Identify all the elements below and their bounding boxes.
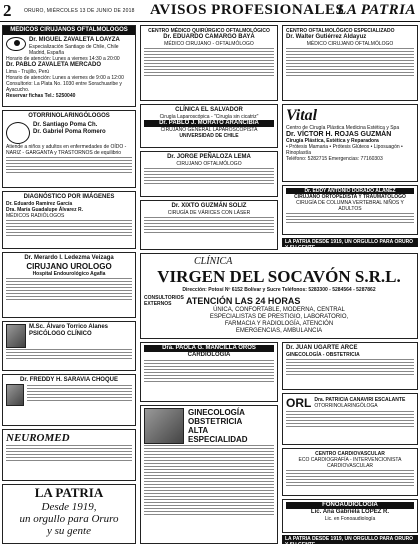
lapatria-slogan-3: y su gente bbox=[47, 525, 91, 537]
ad-mancilla bbox=[140, 342, 278, 402]
ad-cmq bbox=[140, 25, 278, 101]
ad-subtitle: ECO CARDIOGRAFÍA - INTERVENCIONISTA CARDIOVASCULAR bbox=[298, 457, 402, 469]
consultorios: CONSULTORIOS EXTERNOS bbox=[144, 295, 184, 307]
masthead: LA PATRIA bbox=[337, 2, 416, 18]
ad-title: NEUROMED bbox=[6, 432, 70, 444]
ad-otorrino bbox=[2, 110, 136, 188]
ad-title: GINECOLOGÍA OBSTETRICIA ALTA ESPECIALIDAD bbox=[188, 408, 248, 444]
doctor-specialization: Lima - Trujillo, Perú bbox=[6, 69, 50, 75]
ad-subtitle: MÉDICOS RADIÓLOGOS bbox=[6, 213, 65, 219]
doctor-photo bbox=[6, 324, 26, 348]
lapatria-bar: LA PATRIA DESDE 1919, UN ORGULLO PARA ORURO Y SU GENTE bbox=[282, 535, 418, 544]
doctor-name: Dra. PATRICIA CANAVIRI ESCALANTE bbox=[314, 397, 406, 403]
ad-services: • Prótesis Mamaria • Prótesis Glúteos • Liposuagón • Rinoplastía bbox=[286, 144, 403, 156]
ad-title: FONOAUDIOLOGÍA bbox=[286, 502, 414, 509]
ad-urologo bbox=[2, 252, 136, 318]
ad-socavon bbox=[140, 253, 418, 339]
ad-cardio bbox=[282, 448, 418, 496]
doctor-name: Dr. JUAN UGARTE ARCE bbox=[286, 345, 358, 351]
ad-subtitle: CENTRO OFTALMOLÓGICO ESPECIALIZADO bbox=[286, 28, 395, 34]
schedule: Horario de atención: Lunes a viernes 14:30 a 20:00 bbox=[6, 56, 120, 62]
ad-subtitle: Cirugía Laparoscópica - "Cirugía sin cicatriz" bbox=[159, 114, 259, 120]
doctor-name: Dr. MIGUEL ZAVALETA LOAYZA bbox=[29, 37, 120, 43]
feature-line: ÚNICA, CONFORTABLE, MODERNA, CENTRAL bbox=[213, 307, 345, 313]
ad-specialty: Cirugía Plástica, Estética y Reparadora bbox=[286, 138, 379, 144]
ad-title: MÉDICO CIRUJANO OFTALMÓLOGO bbox=[306, 41, 394, 47]
ad-clinica-salvador bbox=[140, 104, 278, 148]
doctor-specialization: Especialización Santiago de Chile, Chile Madrid, España bbox=[29, 44, 119, 56]
ad-title: PSICÓLOGO CLÍNICO bbox=[29, 331, 92, 337]
ad-ugarte bbox=[282, 342, 418, 390]
doctor-name: Dr. Santiago Poma Ch. bbox=[33, 122, 98, 128]
ad-title: MÉDICO CIRUJANO - OFTALMÓLOGO bbox=[164, 41, 254, 47]
page-number: 2 bbox=[3, 1, 12, 20]
clinic-label: CLÍNICA bbox=[194, 256, 233, 267]
lapatria-slogan-2: un orgullo para Oruro bbox=[19, 513, 119, 525]
lapatria-logo: LA PATRIA bbox=[34, 485, 104, 500]
ad-title: CIRUJANO OFTALMÓLOGO bbox=[176, 161, 242, 167]
ad-diagnostico bbox=[2, 191, 136, 249]
doctor-name: Dr. Gabriel Poma Romero bbox=[33, 129, 106, 135]
ad-description: Atiende a niños y adultos en enfermedades de OÍDO - NARIZ - GARGANTA y TRASTORNOS de equilibrio bbox=[6, 144, 127, 156]
ad-dorado bbox=[282, 185, 418, 235]
ad-penaloza bbox=[140, 151, 278, 197]
phone: Reservar fichas Tel.: 5250040 bbox=[6, 93, 76, 99]
feature-line: FARMACIA Y RADIOLOGÍA, ATENCIÓN bbox=[224, 321, 334, 327]
eye-icon bbox=[6, 37, 26, 51]
ad-gutierrez bbox=[282, 25, 418, 101]
doctor-name: Dr. PABLO ZAVALETA MERCADO bbox=[6, 62, 101, 68]
ad-subtitle: Centro de Cirugía Plástica Medicina Estética y Spa bbox=[286, 125, 400, 131]
feature-line: ESPECIALISTAS DE PRESTIGIO, LABORATORIO, bbox=[209, 314, 349, 320]
attention-hours: ATENCIÓN LAS 24 HORAS bbox=[186, 296, 301, 306]
ad-subtitle: CENTRO MÉDICO QUIRÚRGICO OFTALMOLÓGICO bbox=[148, 28, 270, 34]
ad-title: OTORRINOLARINGÓLOGA bbox=[314, 403, 378, 409]
ad-psicologo bbox=[2, 321, 136, 371]
lapatria-slogan-1: Desde 1919, bbox=[41, 501, 97, 513]
ad-title: CIRUGÍA DE VÁRICES CON LÁSER bbox=[167, 210, 251, 216]
ad-title: OTORRINOLARINGÓLOGOS bbox=[28, 113, 110, 119]
issue-date: ORURO, MIÉRCOLES 13 DE JUNIO DE 2018 bbox=[24, 8, 135, 14]
consult-address: Consultorio: La Plata No. 1030 entre Sorachuaribe y Ayacucho. bbox=[6, 81, 122, 93]
section-title: AVISOS PROFESIONALES bbox=[150, 2, 345, 18]
ad-lapatria bbox=[2, 484, 136, 544]
ad-title: GINECOLOGÍA - OBSTETRICIA bbox=[286, 352, 360, 358]
doctor-name: Dra. PAOLA G. MANCILLA OROS bbox=[144, 345, 274, 352]
ad-title: CIRUJANO ORTOPEDISTA Y TRAUMATÓLOGO bbox=[294, 194, 406, 200]
feature-line: EMERGENCIAS, AMBULANCIA bbox=[235, 328, 323, 334]
ad-saravia bbox=[2, 374, 136, 426]
phone: Teléfono: 5282715 Emergencias: 77160303 bbox=[286, 156, 383, 162]
doctor-name: Dr. Walter Gutiérrez Aldayuz bbox=[286, 34, 367, 40]
clinic-name: CLÍNICA EL SALVADOR bbox=[175, 107, 243, 113]
doctor-name: Dr. PABLO J. MORATO ARANCIBIA bbox=[144, 120, 274, 127]
schedule: Horario de atención: Lunes a viernes de 9:00 a 12:00 bbox=[6, 75, 124, 81]
ad-title: MÉDICOS CIRUJANOS OFTALMÓLOGOS bbox=[3, 26, 135, 35]
doctor-name: Dr. JORGE PEÑALOZA LEMA bbox=[167, 154, 251, 160]
doctor-name: Dr. VÍCTOR H. ROJAS GUZMÁN bbox=[286, 131, 392, 138]
ad-oftalmologos bbox=[2, 25, 136, 107]
doctor-name: Dr. Merardo I. Ledezma Veizaga bbox=[24, 255, 114, 261]
ad-vital bbox=[282, 104, 418, 182]
doctor-name: Dr. EDDY ANTONIO DORADO ALANEZ bbox=[286, 188, 414, 194]
doctor-name: Dr. FREDDY H. SARAVIA CHOQUE bbox=[20, 377, 118, 383]
ad-photo bbox=[144, 408, 184, 444]
ad-guzman bbox=[140, 200, 278, 250]
vital-logo: Vital bbox=[286, 107, 318, 124]
clinic-name: VIRGEN DEL SOCAVÓN S.R.L. bbox=[157, 267, 401, 286]
doctor-name: Dr. Eduardo Ramírez García bbox=[6, 201, 73, 207]
ad-neuromed bbox=[2, 429, 136, 481]
ad-fono bbox=[282, 499, 418, 533]
ad-title: CIRUJANO UROLOGO bbox=[26, 262, 112, 271]
ad-subtitle: Hospital Endourológico Agafia bbox=[32, 271, 106, 277]
lapatria-bar: LA PATRIA DESDE 1919, UN ORGULLO PARA ORURO Y SU GENTE bbox=[282, 238, 418, 247]
orl-badge: ORL bbox=[286, 396, 312, 410]
ad-title: DIAGNÓSTICO POR IMÁGENES bbox=[23, 194, 115, 200]
ad-subtitle: Lic. en Fonoaudiología bbox=[324, 516, 376, 522]
university: UNIVERSIDAD DE CHILE bbox=[179, 133, 239, 139]
ad-ginecologia bbox=[140, 405, 278, 544]
doctor-name: M.Sc. Álvaro Torrico Alanes bbox=[29, 324, 109, 330]
ad-title: CENTRO CARDIOVASCULAR bbox=[315, 451, 385, 457]
doctor-name: Lic. Ana Gabriela LÓPEZ R. bbox=[310, 509, 390, 515]
doctor-photo bbox=[6, 384, 24, 406]
ad-canaviri bbox=[282, 393, 418, 445]
doctor-name: Dr. EDUARDO CAMARGO BAYÁ bbox=[163, 34, 255, 40]
clinic-address: Dirección: Potosí Nº 6152 Bolívar y Sucre Teléfonos: 5283300 - 5284564 - 5287862 bbox=[182, 287, 376, 293]
ad-subtitle: CIRUGÍA DE COLUMNA VERTEBRAL NIÑOS Y ADULTOS bbox=[296, 200, 404, 212]
doctor-name: Dr. XIXTO GUZMÁN SOLIZ bbox=[171, 203, 247, 209]
doctor-name: Dra. María Guadalupe Álvarez R. bbox=[6, 207, 83, 213]
ad-title: CIRUJANO GENERAL LAPAROSCOPISTA bbox=[160, 127, 258, 133]
page-header bbox=[0, 0, 420, 22]
ear-icon bbox=[6, 122, 30, 144]
ad-title: CARDIOLOGÍA bbox=[187, 352, 231, 358]
